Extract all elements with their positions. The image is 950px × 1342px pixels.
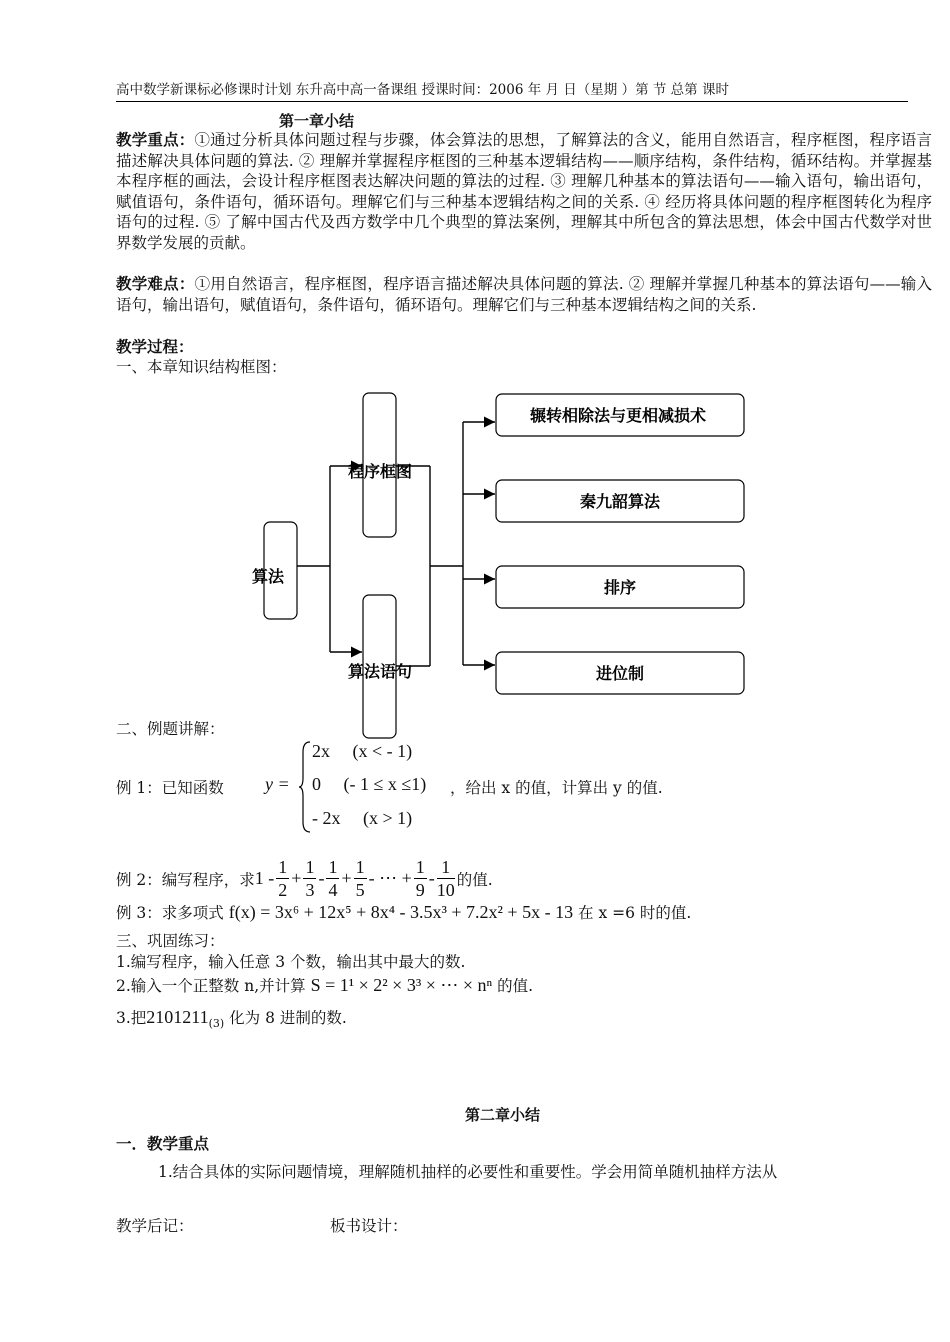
practice3-number: 2101211 [146, 1007, 209, 1027]
leaf-label-qinjiushao: 秦九韶算法 [579, 492, 661, 511]
process-label: 教学过程： [116, 337, 194, 356]
practice-3 [116, 1006, 347, 1030]
piecewise-case-2: 0 (- 1 ≤ x ≤1) [312, 774, 427, 794]
root-label: 算法 [251, 567, 285, 586]
fraction: $\frac{1}{3}$ [305, 857, 315, 900]
chapter1-title: 第一章小结 [279, 112, 355, 130]
example3-formula: f(x) = 3x⁶ + 12x⁵ + 8x⁴ - 3.5x³ + 7.2x² + 5x - 13 [228, 902, 574, 922]
piecewise-case-3: - 2x (x > 1) [312, 808, 413, 828]
example3 [116, 901, 691, 923]
difficulty-text: ①用自然语言，程序框图，程序语言描述解决具体问题的算法. ② 理解并掌握几种基本的算法语句——输入语句，输出语句，赋值语句，条件语句，循环语句。理解它们与三种基本逻辑结构之间的关系. [116, 275, 932, 314]
difficulty-label: 教学难点： [116, 274, 195, 293]
example1-suffix: ，给出 x 的值，计算出 y 的值. [450, 779, 663, 797]
section-structure: 一、本章知识结构框图： [116, 358, 287, 376]
practice2-prefix: 2.输入一个正整数 n,并计算 [116, 977, 306, 995]
chapter2-section1: 一．教学重点 [116, 1134, 210, 1153]
chapter2-item1: 1.结合具体的实际问题情境，理解随机抽样的必要性和重要性。学会用简单随机抽样方法从 [158, 1163, 778, 1181]
leaf-label-sorting: 排序 [603, 578, 637, 597]
practice2-suffix: 的值. [497, 977, 534, 995]
example1-yeq: y = [265, 774, 290, 794]
example2-prefix: 例 2：编写程序，求 [116, 870, 255, 889]
example2: 例 2：编写程序，求 1 - $\frac{1}{2}$ + $\frac{1}{3}$ - $\frac{1}{4}$ + $\frac{1}{5}$ - ⋯ + $\frac{1}{9}$ - $\frac{1}{10}$ 的值. [116, 857, 493, 900]
piecewise-brace [298, 740, 312, 834]
section-practice: 三、巩固练习： [116, 932, 225, 950]
branch-bottom-label: 算法语句 [347, 662, 413, 681]
chapter2-title: 第二章小结 [465, 1106, 541, 1124]
practice3-base: (3) [208, 1017, 225, 1031]
footer-board: 板书设计： [330, 1217, 408, 1235]
example3-suffix: 在 x =6 时的值. [578, 904, 692, 922]
example3-prefix: 例 3：求多项式 [116, 904, 224, 922]
page-header: 高中数学新课标必修课时计划 东升高中高一备课组 授课时间：2006 年 月 日（星期 ）第 节 总第 课时 [116, 78, 908, 102]
fraction: $\frac{1}{2}$ [278, 857, 288, 900]
fraction: $\frac{1}{9}$ [415, 857, 425, 900]
section-examples: 二、例题讲解： [116, 720, 225, 738]
practice-1: 1.编写程序，输入任意 3 个数，输出其中最大的数. [116, 953, 466, 971]
practice-2 [116, 974, 533, 996]
practice3-prefix: 3.把 [116, 1009, 147, 1027]
fraction: $\frac{1}{4}$ [328, 857, 338, 900]
example2-suffix: 的值. [456, 870, 493, 889]
focus-label: 教学重点： [116, 130, 195, 149]
example1-prefix: 例 1：已知函数 [116, 779, 224, 797]
example2-lead: 1 - [254, 868, 275, 888]
fraction: $\frac{1}{5}$ [355, 857, 365, 900]
practice3-suffix: 化为 8 进制的数. [229, 1009, 347, 1027]
footer-notes: 教学后记： [116, 1217, 194, 1235]
practice2-formula: S = 1¹ × 2² × 3³ × ⋯ × nⁿ [310, 975, 493, 995]
piecewise-case-1: 2x (x < - 1) [312, 741, 413, 761]
fraction: $\frac{1}{10}$ [436, 857, 455, 900]
branch-top-label: 程序框图 [347, 462, 413, 481]
leaf-label-euclid: 辗转相除法与更相减损术 [529, 406, 707, 425]
focus-text: ①通过分析具体问题过程与步骤，体会算法的思想，了解算法的含义，能用自然语言，程序框图，程序语言描述解决具体问题的算法. ② 理解并掌握程序框图的三种基本逻辑结构——顺序结构，条件结构，循环结构。并掌握基本程序框的画法，会设计程序框图表达解决问题的算法的过程. ③ 理解几种基本的算法语句——输入语句，输出语句，赋值语句，条件语句，循环语句。理解它们与三种基本逻辑结构之间的关系. ④ 经历将具体问题的程序框图转化为程序语句的过程. ⑤ 了解中国古代及西方数学中几个典型的算法案例，理解其中所包含的算法思想，体会中国古代数学对世界数学发展的贡献。 [116, 131, 932, 252]
leaf-label-radix: 进位制 [595, 664, 645, 683]
